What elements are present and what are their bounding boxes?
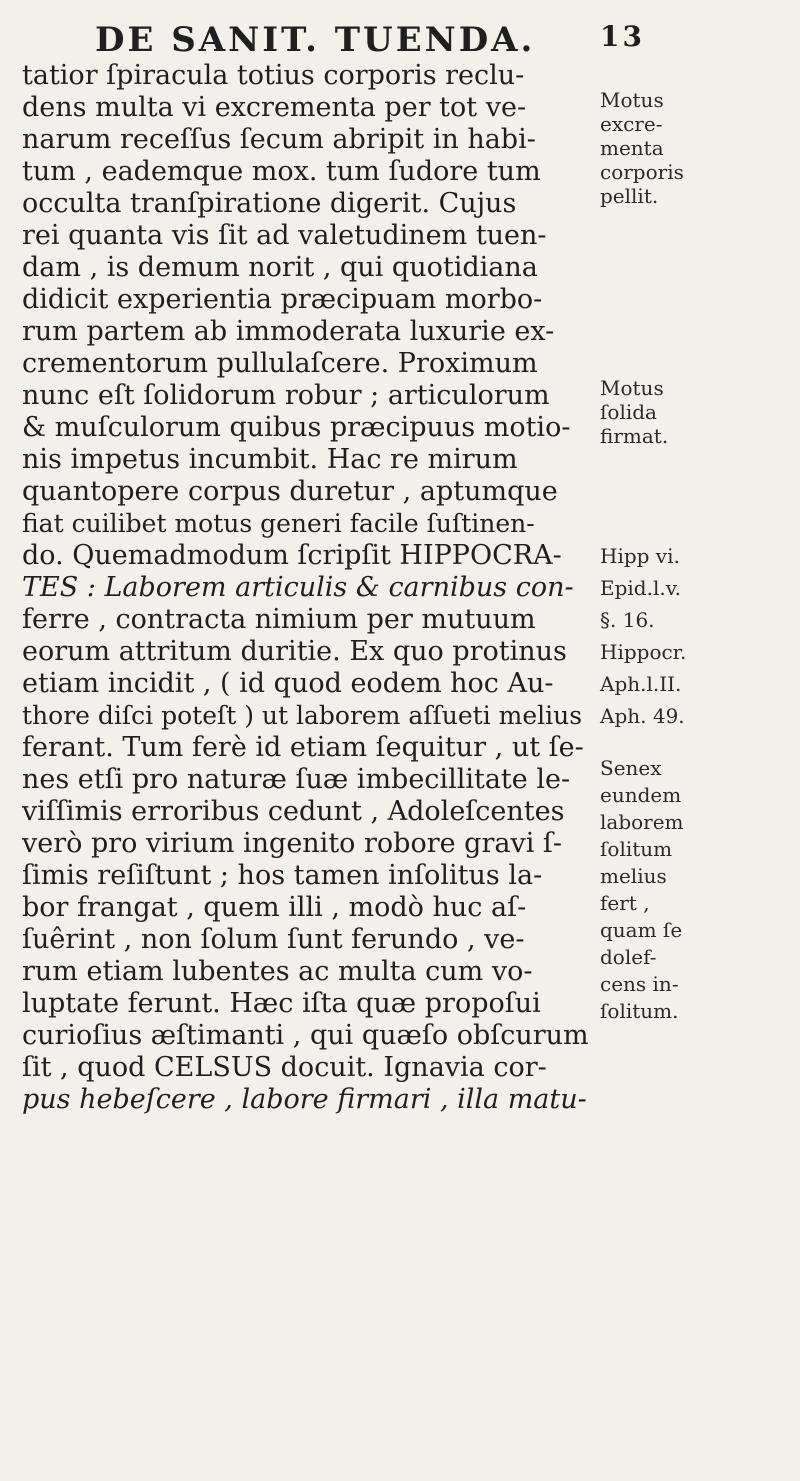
text-line: ſuêrint , non ſolum ſunt ferundo , ve- — [22, 924, 525, 955]
text-line: rum etiam lubentes ac multa cum vo- — [22, 956, 533, 987]
text-line: rei quanta vis ſit ad valetudinem tuen- — [22, 220, 547, 251]
margin-line: quam ſe — [600, 918, 683, 942]
text-line: eorum attritum duritie. Ex quo protinus — [22, 636, 567, 667]
margin-note-senex — [600, 755, 795, 1025]
text-line: rum partem ab immoderata luxurie ex- — [22, 316, 555, 347]
text-line: ferre , contracta nimium per mutuum — [22, 604, 536, 635]
text-line: pus hebeſcere , labore firmari , illa matu- — [22, 1084, 587, 1115]
margin-line: dolef- — [600, 945, 657, 969]
margin-line: Motus — [600, 88, 664, 112]
text-line: do. Quemadmodum ſcripſit HIPPOCRA- — [22, 540, 562, 571]
margin-line: §. 16. — [600, 608, 655, 632]
margin-line: ſolitum. — [600, 999, 679, 1023]
text-line: etiam incidit , ( id quod eodem hoc Au- — [22, 668, 554, 699]
margin-line: eundem — [600, 783, 682, 807]
text-line: dens multa vi excrementa per tot ve- — [22, 92, 527, 123]
margin-line: Motus — [600, 376, 664, 400]
margin-line: ſolida — [600, 400, 657, 424]
text-line: occulta tranſpiratione digerit. Cujus — [22, 188, 517, 219]
text-line: thore diſci poteſt ) ut laborem aſſueti melius — [22, 701, 583, 730]
text-line: narum receſſus ſecum abripit in habi- — [22, 124, 536, 155]
text-line: verò pro virium ingenito robore gravi ſ- — [22, 828, 563, 859]
margin-line: fert , — [600, 891, 650, 915]
margin-line: Aph.l.II. — [600, 672, 682, 696]
margin-line: pellit. — [600, 184, 659, 208]
margin-line: cens in- — [600, 972, 679, 996]
text-line: TES : Laborem articulis & carnibus con- — [22, 572, 574, 603]
margin-line: Aph. 49. — [600, 704, 685, 728]
margin-line: melius — [600, 864, 667, 888]
text-line: fiat cuilibet motus generi facile ſuſtinen- — [22, 509, 535, 538]
text-line: dam , is demum norit , qui quotidiana — [22, 252, 538, 283]
margin-references — [600, 540, 795, 732]
text-line: tatior ſpiracula totius corporis reclu- — [22, 60, 525, 91]
text-line: nunc eſt ſolidorum robur ; articulorum — [22, 380, 550, 411]
text-line: luptate ferunt. Hæc iſta quæ propoſui — [22, 988, 541, 1019]
margin-line: firmat. — [600, 424, 669, 448]
running-header — [95, 20, 655, 60]
text-line: didicit experientia præcipuam morbo- — [22, 284, 543, 315]
text-line: ſimis reſiſtunt ; hos tamen inſolitus la- — [22, 860, 543, 891]
text-line: curioſius æſtimanti , qui quæſo obſcurum — [22, 1020, 589, 1051]
margin-note-solida — [600, 376, 795, 448]
page-number: 13 — [600, 20, 645, 53]
margin-line: ſolitum — [600, 837, 673, 861]
margin-line: Hippocr. — [600, 640, 687, 664]
text-line: bor frangat , quem illi , modò huc aſ- — [22, 892, 527, 923]
margin-line: laborem — [600, 810, 684, 834]
text-line: viſſimis erroribus cedunt , Adoleſcentes — [22, 796, 565, 827]
text-line: ſit , quod CELSUS docuit. Ignavia cor- — [22, 1052, 547, 1083]
text-line: crementorum pullulaſcere. Proximum — [22, 348, 538, 379]
margin-line: excre- — [600, 112, 663, 136]
text-line: tum , eademque mox. tum ſudore tum — [22, 156, 541, 187]
margin-line: corporis — [600, 160, 684, 184]
margin-note-motus — [600, 88, 795, 208]
margin-line: Hipp vi. — [600, 544, 680, 568]
margin-line: Epid.l.v. — [600, 576, 681, 600]
text-line: nes etſi pro naturæ ſuæ imbecillitate le- — [22, 764, 571, 795]
running-title: DE SANIT. TUENDA. — [95, 20, 536, 60]
text-line: nis impetus incumbit. Hac re mirum — [22, 444, 518, 475]
text-line: & muſculorum quibus præcipuus motio- — [22, 412, 571, 443]
margin-line: menta — [600, 136, 664, 160]
margin-line: Senex — [600, 756, 662, 780]
text-line: ferant. Tum ferè id etiam ſequitur , ut ſe- — [22, 732, 584, 763]
main-text-column — [22, 60, 597, 1116]
text-line: quantopere corpus duretur , aptumque — [22, 476, 558, 507]
